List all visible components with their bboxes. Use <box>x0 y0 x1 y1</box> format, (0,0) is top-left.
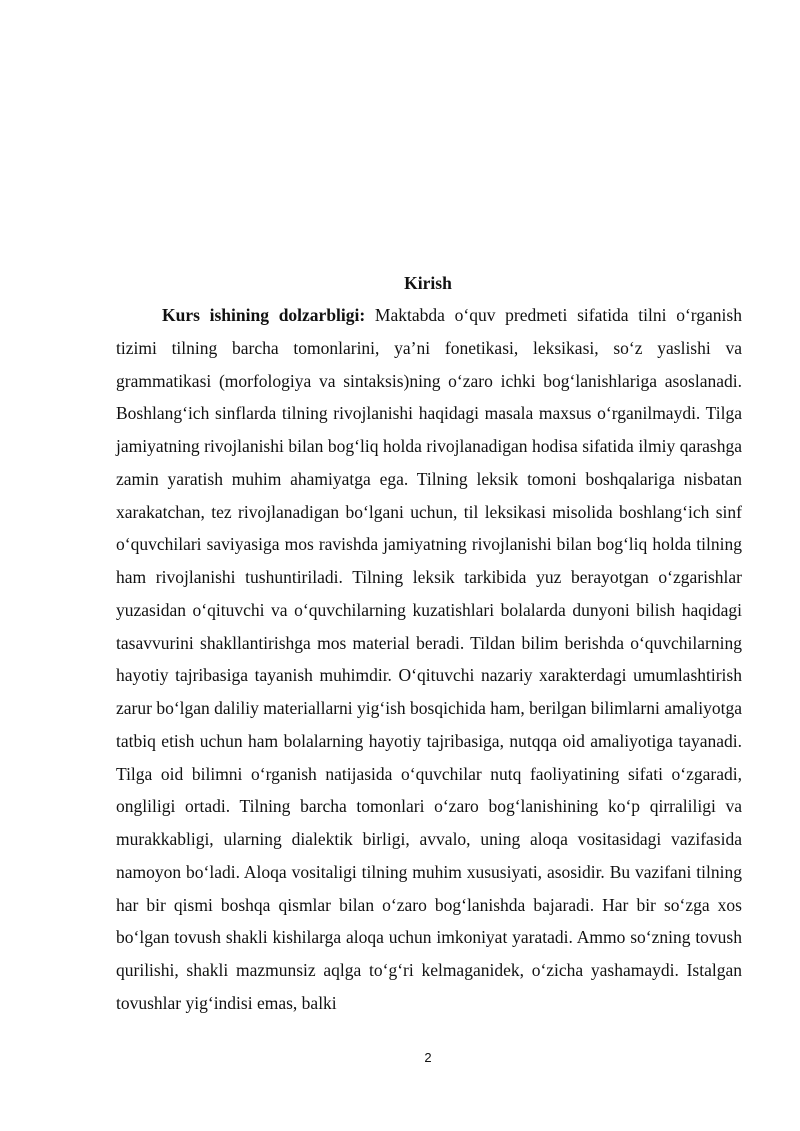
page-number: 2 <box>424 1050 432 1065</box>
body-paragraph <box>116 299 742 1020</box>
paragraph-lead: Kurs ishining dolzarbligi: <box>162 305 366 325</box>
section-heading: Kirish <box>404 273 452 293</box>
paragraph-text: Maktabda o‘quv predmeti sifatida tilni o‘rganish tizimi tilning barcha tomonlarini, ya’ni fonetikasi, leksikasi, so‘z yaslishi va grammatikasi (morfologiya va sintaksis)ning o‘zaro ichki bog‘lanishlariga asoslanadi. Boshlang‘ich sinflarda tilning rivojlanishi haqidagi masala maxsus o‘rganilmaydi. Tilga jamiyatning rivojlanishi bilan bog‘liq holda rivojlanadigan hodisa sifatida ilmiy qarashga zamin yaratish muhim ahamiyatga ega. Tilning leksik tomoni boshqalariga nisbatan xarakatchan, tez rivojlanadigan bo‘lgani uchun, til leksikasi misolida boshlang‘ich sinf o‘quvchilari saviyasiga mos ravishda jamiyatning rivojlanishi bilan bog‘liq holda tilning ham rivojlanishi tushuntiriladi. Tilning leksik tarkibida yuz berayotgan o‘zgarishlar yuzasidan o‘qituvchi va o‘quvchilarning kuzatishlari bolalarda dunyoni bilish haqidagi tasavvurini shakllantirishga mos material beradi. Tildan bilim berishda o‘quvchilarning hayotiy tajribasiga tayanish muhimdir. O‘qituvchi nazariy xarakterdagi umumlashtirish zarur bo‘lgan daliliy materiallarni yig‘ish bosqichida ham, berilgan bilimlarni amaliyotga tatbiq etish uchun ham bolalarning hayotiy tajribasiga, nutqqa oid amaliyotiga tayanadi. Tilga oid bilimni o‘rganish natijasida o‘quvchilar nutq faoliyatining sifati o‘zgaradi, ongliligi ortadi. Tilning barcha tomonlari o‘zaro bog‘lanishining ko‘p qirraliligi va murakkabligi, ularning dialektik birligi, avvalo, uning aloqa vositasidagi vazifasida namoyon bo‘ladi. Aloqa vositaligi tilning muhim xususiyati, asosidir. Bu vazifani tilning har bir qismi boshqa qismlar bilan o‘zaro bog‘lanishda bajaradi. Har bir so‘zga xos bo‘lgan tovush shakli kishilarga aloqa uchun imkoniyat yaratadi. Ammo so‘zning tovush qurilishi, shakli mazmunsiz aqlga to‘g‘ri kelmaganidek, o‘zicha yashamaydi. Istalgan tovushlar yig‘indisi emas, balki <box>116 305 742 1013</box>
